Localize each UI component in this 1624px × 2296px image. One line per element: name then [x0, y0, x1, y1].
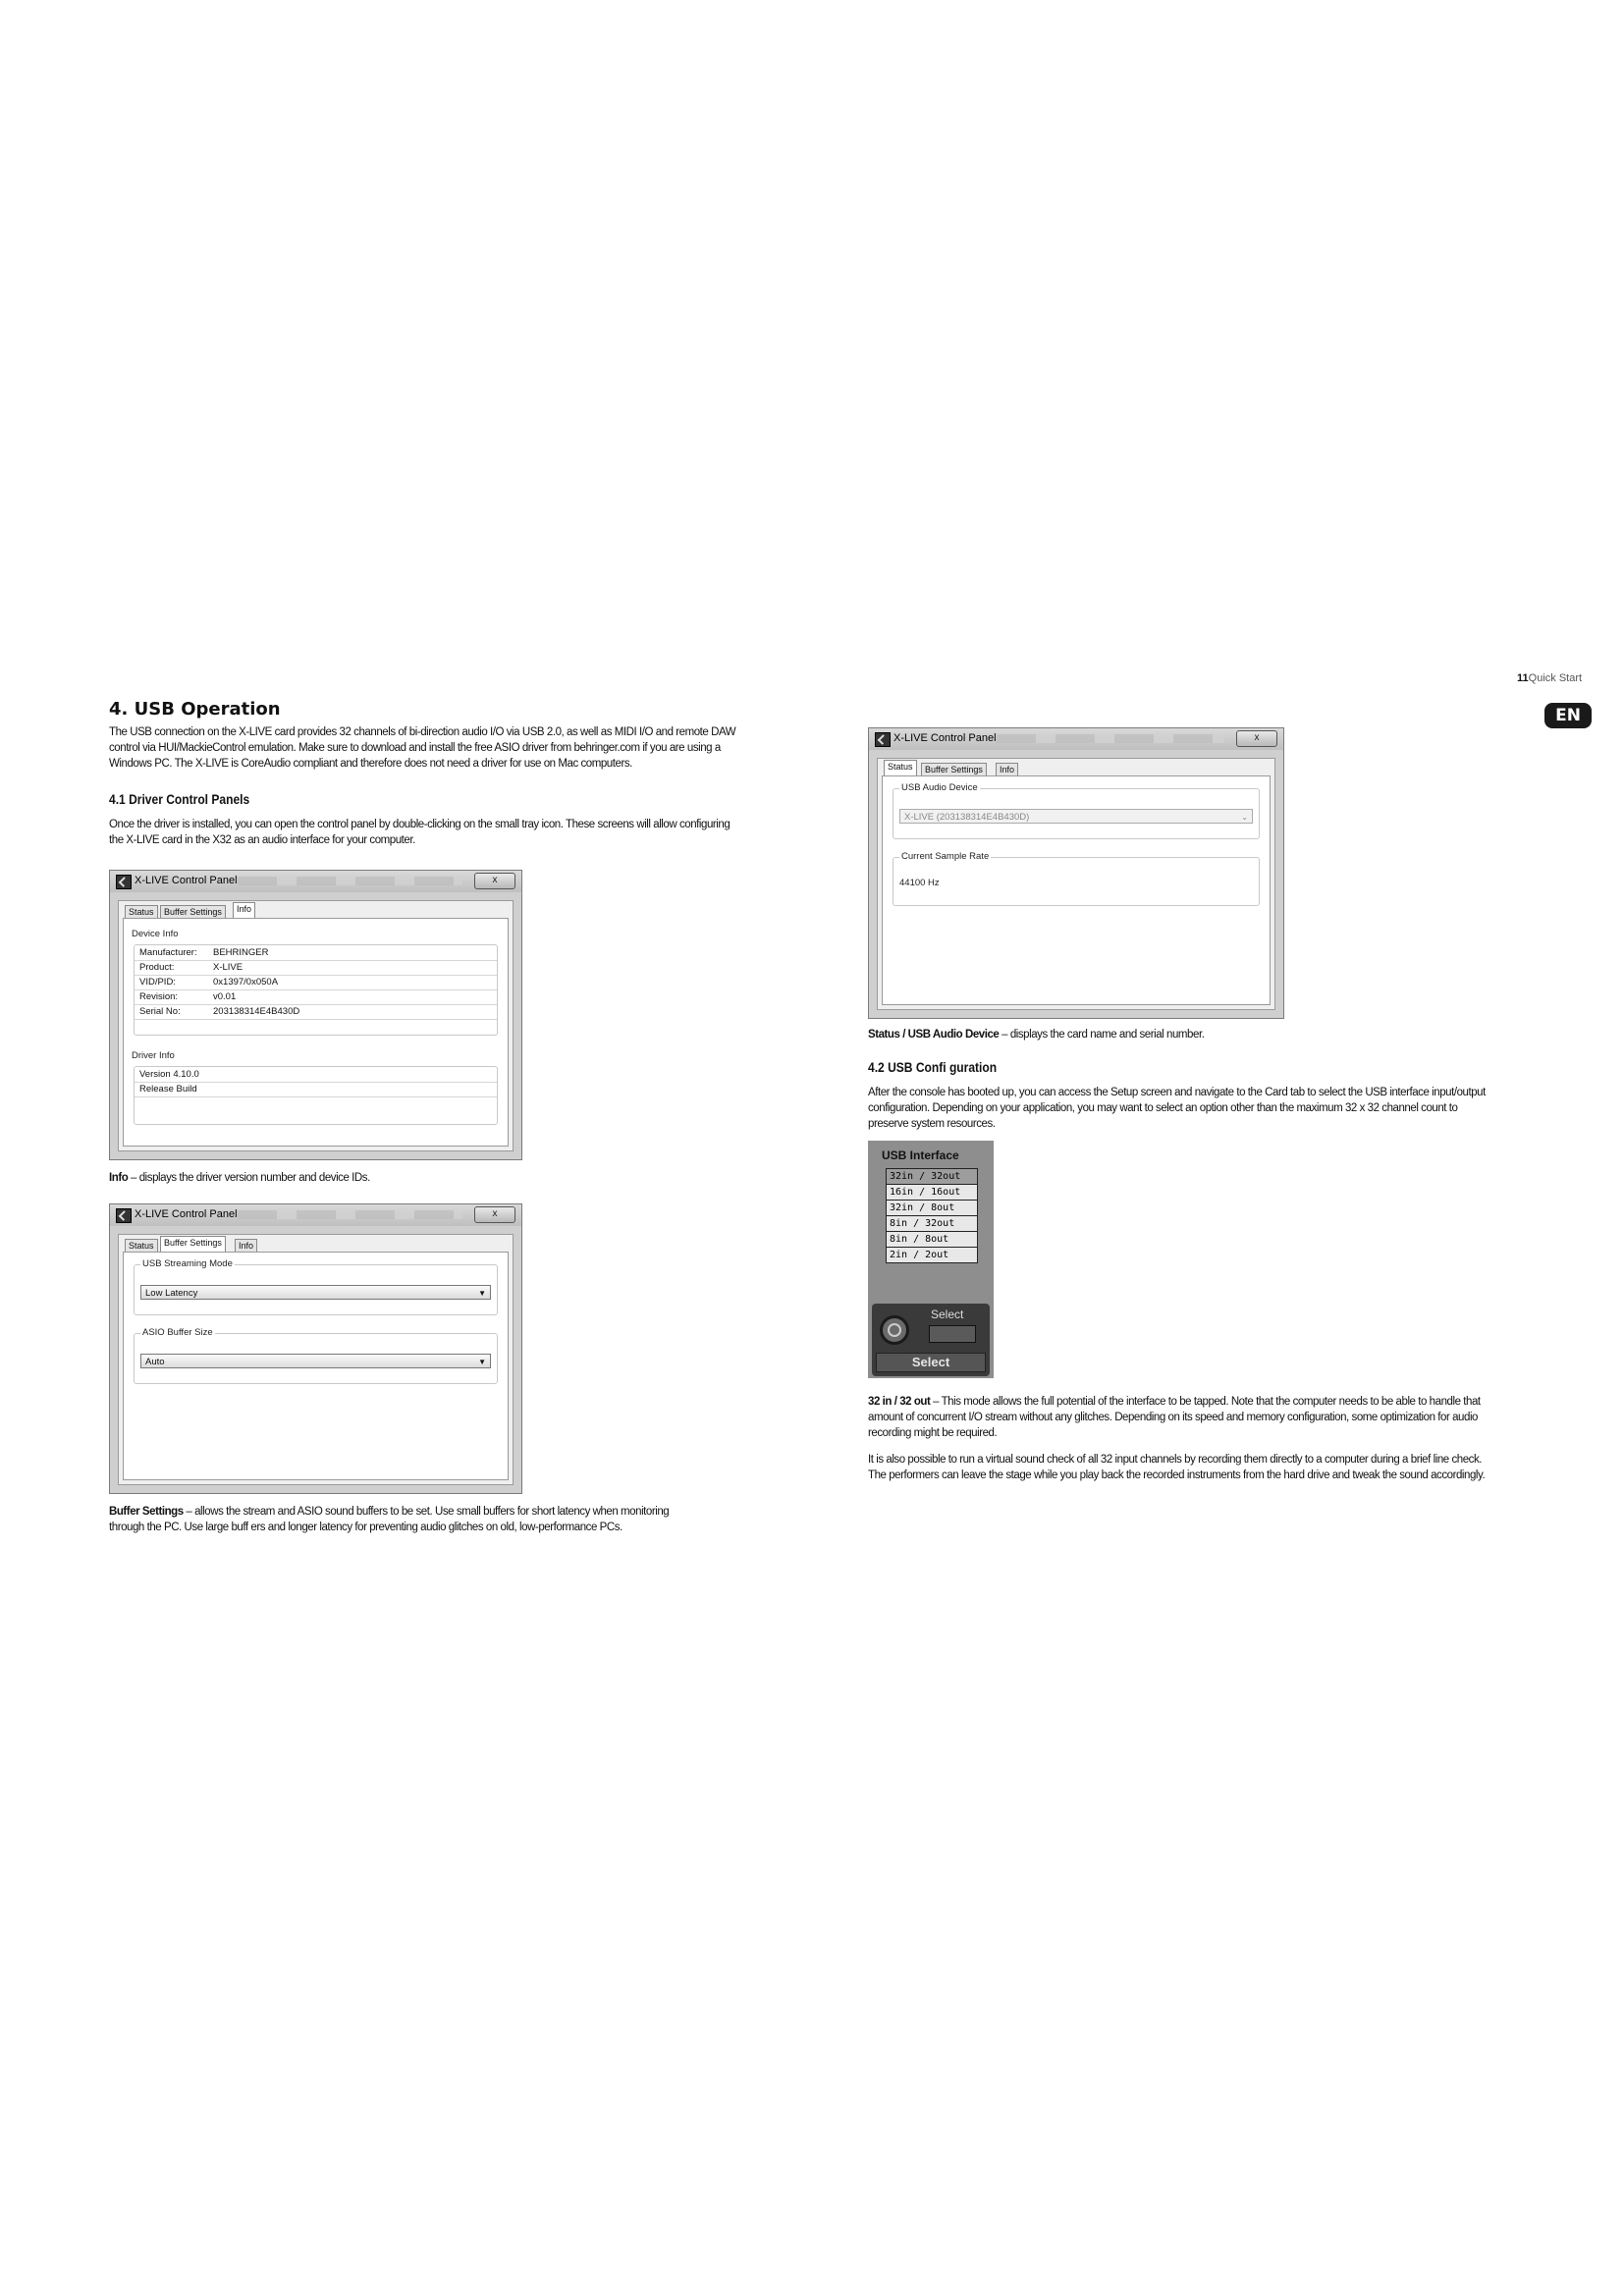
- asio-buffer-select[interactable]: [140, 1354, 491, 1368]
- section-4-2-intro-line: configuration. Depending on your application, you may want to select an option other than the maximum 32 x 32 channel count to: [868, 1102, 1458, 1114]
- app-icon: [116, 875, 132, 889]
- mode-paragraph-text: amount of concurrent I/O stream without any glitches. Depending on its speed and memory configuration, some optimization for audio: [868, 1412, 1478, 1423]
- language-badge: EN: [1544, 703, 1592, 728]
- list-item: [135, 960, 497, 976]
- chevron-down-icon: ▼: [478, 1289, 486, 1298]
- sample-rate-group: [893, 851, 1260, 906]
- usb-option-32in-32out[interactable]: 32in / 32out: [887, 1169, 977, 1185]
- section-4-intro-line: control via HUI/MackieControl emulation. Make sure to download and install the free ASIO driver from behringer.com if you are using a: [109, 742, 721, 754]
- window-body: [118, 1234, 514, 1485]
- streaming-mode-value: Low Latency: [145, 1288, 198, 1299]
- info-window: [109, 870, 522, 1160]
- status-caption: [868, 1027, 1204, 1042]
- window-title: X-LIVE Control Panel: [135, 1208, 238, 1220]
- asio-buffer-label: ASIO Buffer Size: [142, 1327, 213, 1338]
- soundcheck-line: It is also possible to run a virtual sound check of all 32 input channels by recording them directly to a computer during a brief line check.: [868, 1454, 1483, 1466]
- device-info-value: 203138314E4B430D: [213, 1006, 300, 1017]
- status-caption-bold: Status / USB Audio Device: [868, 1029, 1000, 1041]
- section-4-intro: [109, 724, 836, 772]
- device-info-key: Product:: [139, 962, 175, 973]
- driver-info-line: Release Build: [139, 1084, 197, 1095]
- list-item: [135, 975, 497, 990]
- mode-paragraph-bold: 32 in / 32 out: [868, 1396, 931, 1408]
- usb-interface-title: USB Interface: [882, 1148, 959, 1162]
- mode-paragraph-text: – This mode allows the full potential of the interface to be tapped. Note that the computer needs to be able to handle that: [930, 1396, 1481, 1408]
- app-icon: [875, 732, 891, 747]
- list-item: [135, 1067, 497, 1083]
- page-header: [1517, 672, 1582, 684]
- asio-buffer-group: [134, 1327, 498, 1384]
- select-indicator: [929, 1325, 976, 1343]
- tab-buffer-settings[interactable]: Buffer Settings: [160, 1236, 226, 1253]
- select-label: Select: [931, 1308, 964, 1321]
- section-4-title: 4. USB Operation: [109, 699, 281, 720]
- running-title: Quick Start: [1528, 672, 1583, 684]
- section-4-1-intro: [109, 817, 836, 848]
- section-4-1-title: 4.1 Driver Control Panels: [109, 791, 250, 807]
- page-number: 11: [1517, 672, 1529, 684]
- device-info-value: 0x1397/0x050A: [213, 977, 279, 988]
- buffer-panel: [123, 1252, 509, 1480]
- tab-info[interactable]: Info: [233, 902, 255, 919]
- section-4-1-intro-line: Once the driver is installed, you can open the control panel by double-clicking on the small tray icon. These screens will allow configuring: [109, 819, 731, 830]
- driver-info-label: Driver Info: [132, 1050, 175, 1061]
- mode-paragraph: [868, 1394, 1545, 1441]
- buffer-caption-bold: Buffer Settings: [109, 1506, 184, 1518]
- window-body: [118, 900, 514, 1151]
- tab-buffer-settings[interactable]: Buffer Settings: [921, 763, 987, 777]
- status-window: [868, 727, 1284, 1019]
- usb-interface-options: [886, 1168, 978, 1263]
- usb-option-2in-2out[interactable]: 2in / 2out: [887, 1248, 977, 1262]
- driver-info-line: Version 4.10.0: [139, 1069, 199, 1080]
- window-titlebar: [869, 728, 1283, 750]
- window-titlebar: [110, 1204, 521, 1226]
- tab-status[interactable]: Status: [125, 1239, 158, 1254]
- usb-interface-screen: [868, 1141, 994, 1378]
- tab-status[interactable]: Status: [125, 905, 158, 920]
- buffer-caption-text: through the PC. Use large buff ers and longer latency for preventing audio glitches on old, low-performance PCs.: [109, 1522, 623, 1533]
- usb-audio-device-select[interactable]: [899, 809, 1253, 824]
- tab-status[interactable]: Status: [884, 760, 917, 776]
- window-titlebar: [110, 871, 521, 892]
- device-info-value: BEHRINGER: [213, 947, 269, 958]
- background-taskbar: [238, 1210, 462, 1219]
- buffer-settings-window: [109, 1203, 522, 1494]
- list-item: [135, 945, 497, 961]
- section-4-2-title: 4.2 USB Confi guration: [868, 1059, 998, 1075]
- status-panel: [882, 775, 1271, 1005]
- section-4-intro-line: The USB connection on the X-LIVE card provides 32 channels of bi-direction audio I/O via USB 2.0, as well as MIDI I/O and remote DAW: [109, 726, 736, 738]
- section-4-intro-line: Windows PC. The X-LIVE is CoreAudio compliant and therefore does not need a driver for use on Mac computers.: [109, 758, 632, 770]
- device-info-key: VID/PID:: [139, 977, 176, 988]
- streaming-mode-group: [134, 1258, 498, 1315]
- close-button[interactable]: x: [474, 873, 515, 889]
- soundcheck-paragraph: [868, 1452, 1545, 1483]
- close-button[interactable]: x: [474, 1206, 515, 1223]
- window-title: X-LIVE Control Panel: [893, 732, 997, 744]
- usb-option-8in-8out[interactable]: 8in / 8out: [887, 1232, 977, 1248]
- tab-buffer-settings[interactable]: Buffer Settings: [160, 905, 226, 920]
- usb-audio-device-value: X-LIVE (203138314E4B430D): [904, 812, 1030, 823]
- device-info-value: X-LIVE: [213, 962, 244, 973]
- info-panel: [123, 918, 509, 1147]
- sample-rate-label: Current Sample Rate: [901, 851, 990, 862]
- usb-option-8in-32out[interactable]: 8in / 32out: [887, 1216, 977, 1232]
- section-4-2-intro: [868, 1085, 1536, 1132]
- usb-audio-device-label: USB Audio Device: [901, 782, 978, 793]
- device-info-list: [134, 944, 498, 1036]
- list-item: [135, 1004, 497, 1020]
- info-caption: [109, 1170, 370, 1186]
- buffer-caption-text: – allows the stream and ASIO sound buffers to be set. Use small buffers for short latency when monitoring: [183, 1506, 670, 1518]
- buffer-caption: [109, 1504, 669, 1535]
- tab-info[interactable]: Info: [235, 1239, 257, 1254]
- chevron-down-icon: ⌄: [1241, 813, 1248, 822]
- app-icon: [116, 1208, 132, 1223]
- usb-option-16in-16out[interactable]: 16in / 16out: [887, 1185, 977, 1201]
- list-item: [135, 989, 497, 1005]
- asio-buffer-value: Auto: [145, 1357, 165, 1367]
- close-button[interactable]: x: [1236, 730, 1277, 747]
- background-taskbar: [997, 734, 1224, 743]
- select-button[interactable]: Select: [876, 1353, 986, 1372]
- streaming-mode-select[interactable]: [140, 1285, 491, 1300]
- rotary-encoder-icon[interactable]: [880, 1315, 909, 1345]
- device-info-key: Serial No:: [139, 1006, 181, 1017]
- device-info-value: v0.01: [213, 991, 237, 1002]
- chevron-down-icon: ▼: [478, 1358, 486, 1366]
- usb-option-32in-8out[interactable]: 32in / 8out: [887, 1201, 977, 1216]
- section-4-1-intro-line: the X-LIVE card in the X32 as an audio interface for your computer.: [109, 834, 415, 846]
- sample-rate-value: 44100 Hz: [899, 878, 940, 888]
- window-body: [877, 758, 1275, 1010]
- list-item: [135, 1082, 497, 1097]
- background-taskbar: [238, 877, 462, 885]
- device-info-key: Revision:: [139, 991, 179, 1002]
- info-caption-bold: Info: [109, 1172, 129, 1184]
- status-caption-text: – displays the card name and serial number.: [999, 1029, 1205, 1041]
- section-4-2-intro-line: preserve system resources.: [868, 1118, 996, 1130]
- usb-audio-device-group: [893, 782, 1260, 839]
- device-info-label: Device Info: [132, 929, 179, 939]
- info-caption-text: – displays the driver version number and device IDs.: [128, 1172, 370, 1184]
- device-info-key: Manufacturer:: [139, 947, 197, 958]
- streaming-mode-label: USB Streaming Mode: [142, 1258, 233, 1269]
- tab-info[interactable]: Info: [996, 763, 1018, 777]
- window-title: X-LIVE Control Panel: [135, 875, 238, 886]
- usb-interface-controls: [872, 1304, 990, 1376]
- section-4-2-intro-line: After the console has booted up, you can access the Setup screen and navigate to the Card tab to select the USB interface input/output: [868, 1087, 1486, 1098]
- soundcheck-line: The performers can leave the stage while you play back the recorded instruments from the hard drive and tweak the sound accordingly.: [868, 1469, 1486, 1481]
- mode-paragraph-text: recording might be required.: [868, 1427, 998, 1439]
- driver-info-list: [134, 1066, 498, 1125]
